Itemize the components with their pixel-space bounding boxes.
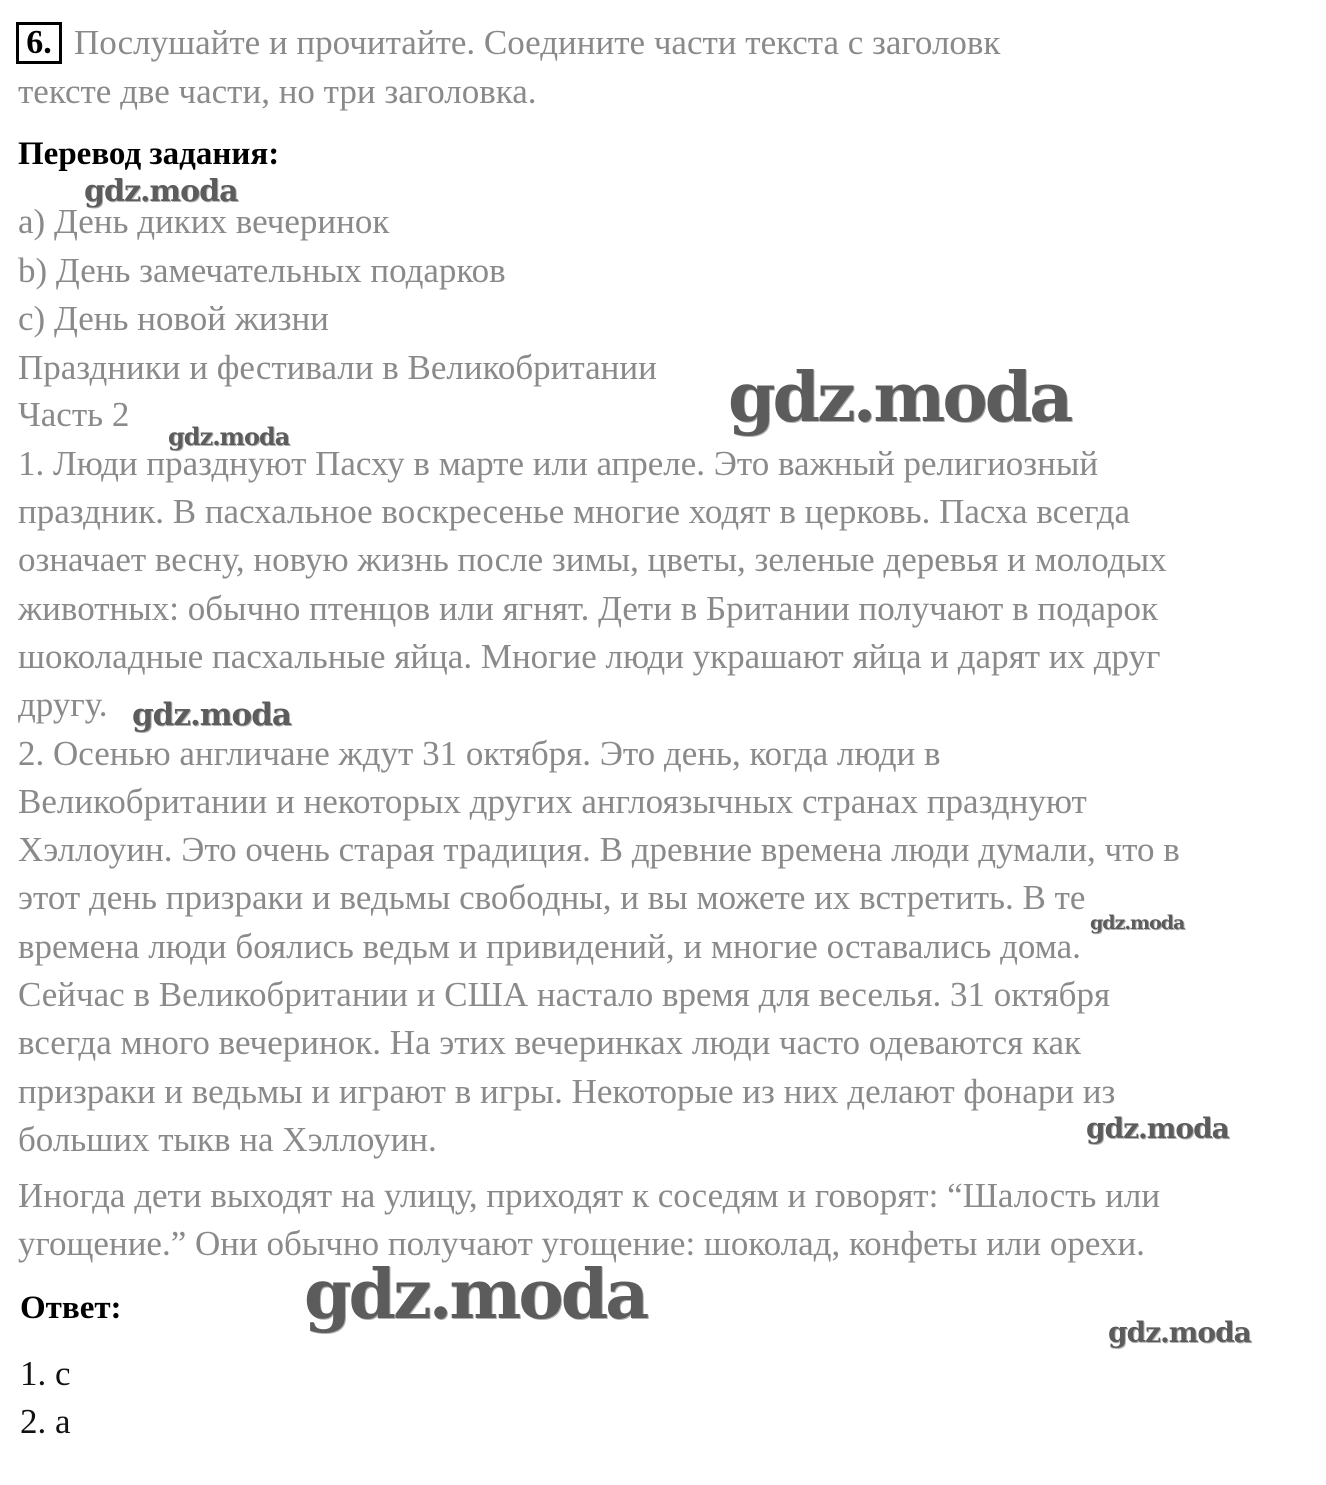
paragraph2-line: Хэллоуин. Это очень старая традиция. В древние времена люди думали, что в bbox=[18, 830, 1180, 869]
paragraph2-line: больших тыкв на Хэллоуин. bbox=[18, 1120, 437, 1159]
watermark: gdz.moda bbox=[168, 422, 290, 451]
watermark: gdz.moda bbox=[1090, 912, 1185, 934]
translation-heading: Перевод задания: bbox=[18, 136, 280, 172]
option-b: b) День замечательных подарков bbox=[18, 251, 506, 290]
watermark: gdz.moda bbox=[132, 697, 291, 733]
text-part-label: Часть 2 bbox=[18, 395, 130, 434]
answer-heading: Ответ: bbox=[20, 1290, 122, 1326]
paragraph3-line: угощение.” Они обычно получают угощение: шоколад, конфеты или орехи. bbox=[18, 1224, 1145, 1263]
paragraph2-line: Сейчас в Великобритании и США настало время для веселья. 31 октября bbox=[18, 975, 1111, 1014]
watermark: gdz.moda bbox=[84, 174, 238, 209]
paragraph1-line: другу. bbox=[18, 685, 108, 724]
paragraph2-line: Великобритании и некоторых других англоязычных странах празднуют bbox=[18, 782, 1087, 821]
watermark: gdz.moda bbox=[728, 358, 1071, 438]
watermark: gdz.moda bbox=[304, 1255, 647, 1335]
task-instruction-line-1: Послушайте и прочитайте. Соедините части текста с заголовк bbox=[74, 23, 1001, 62]
paragraph2-line: 2. Осенью англичане ждут 31 октября. Это день, когда люди в bbox=[18, 734, 941, 773]
text-title: Праздники и фестивали в Великобритании bbox=[18, 348, 657, 387]
watermark: gdz.moda bbox=[1086, 1112, 1229, 1145]
paragraph3-line: Иногда дети выходят на улицу, приходят к соседям и говорят: “Шалость или bbox=[18, 1176, 1161, 1215]
paragraph1-line: животных: обычно птенцов или ягнят. Дети в Британии получают в подарок bbox=[18, 589, 1158, 628]
watermark: gdz.moda bbox=[1108, 1316, 1251, 1349]
paragraph2-line: этот день призраки и ведьмы свободны, и вы можете их встретить. В те bbox=[18, 878, 1086, 917]
paragraph1-line: праздник. В пасхальное воскресенье многие ходят в церковь. Пасха всегда bbox=[18, 492, 1131, 531]
answer-item: 1. с bbox=[20, 1354, 71, 1393]
answer-item: 2. a bbox=[20, 1402, 71, 1441]
task-instruction-line-2: тексте две части, но три заголовка. bbox=[18, 72, 537, 111]
paragraph2-line: времена люди боялись ведьм и привидений, и многие оставались дома. bbox=[18, 927, 1081, 966]
task-number-box: 6. bbox=[16, 22, 62, 64]
option-c: c) День новой жизни bbox=[18, 299, 329, 338]
paragraph1-line: 1. Люди празднуют Пасху в марте или апреле. Это важный религиозный bbox=[18, 444, 1099, 483]
paragraph1-line: шоколадные пасхальные яйца. Многие люди украшают яйца и дарят их друг bbox=[18, 637, 1161, 676]
paragraph1-line: означает весну, новую жизнь после зимы, цветы, зеленые деревья и молодых bbox=[18, 540, 1167, 579]
paragraph2-line: всегда много вечеринок. На этих вечеринках люди часто одеваются как bbox=[18, 1023, 1082, 1062]
option-a: a) День диких вечеринок bbox=[18, 202, 390, 241]
paragraph2-line: призраки и ведьмы и играют в игры. Некоторые из них делают фонари из bbox=[18, 1072, 1116, 1111]
